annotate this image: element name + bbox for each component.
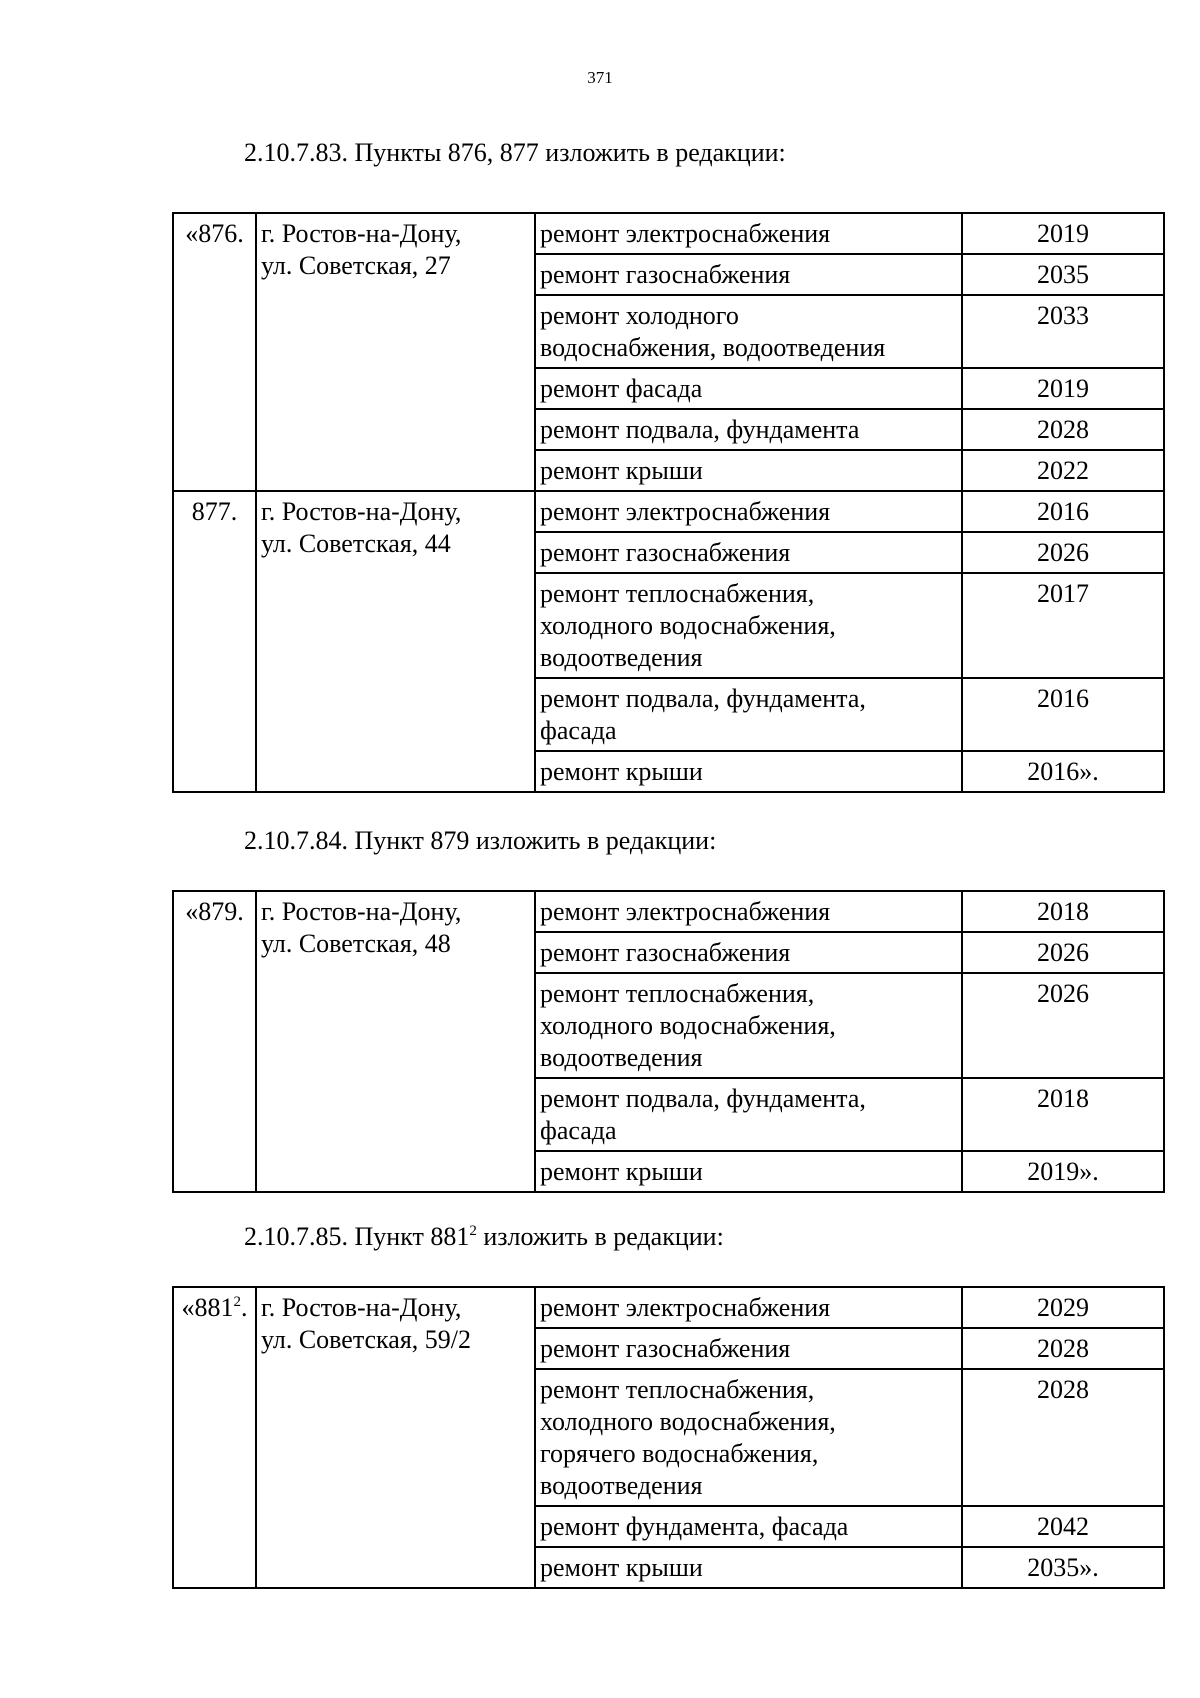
- table-clause-85: [172, 1286, 1165, 1589]
- entry-address: г. Ростов-на-Дону, ул. Советская, 59/2: [256, 1287, 535, 1588]
- table-row: [173, 213, 1164, 254]
- clause-superscript: 2: [469, 1223, 477, 1239]
- entry-number: [173, 1287, 256, 1588]
- clause-text: изложить в редакции:: [476, 1222, 724, 1251]
- clause-2-10-7-85: [244, 1222, 724, 1252]
- clause-2-10-7-83: 2.10.7.83. Пункты 876, 877 изложить в редакции:: [244, 138, 786, 167]
- entry-number-text: «881: [181, 1293, 234, 1322]
- entry-address: г. Ростов-на-Дону, ул. Советская, 27: [256, 213, 535, 491]
- work-year: 2029: [962, 1287, 1164, 1328]
- entry-number: 877.: [173, 491, 256, 792]
- entry-number-dot: .: [241, 1293, 248, 1322]
- work-year: 2026: [962, 932, 1164, 973]
- clause-2-10-7-84: 2.10.7.84. Пункт 879 изложить в редакции:: [244, 826, 717, 855]
- work-type: ремонт теплоснабжения, холодного водоснабжения, водоотведения: [535, 973, 962, 1078]
- work-type: ремонт электроснабжения: [535, 1287, 962, 1328]
- work-year: 2018: [962, 1078, 1164, 1151]
- work-year: 2016: [962, 678, 1164, 751]
- page-number: 371: [587, 68, 613, 87]
- entry-number-superscript: 2: [233, 1294, 241, 1310]
- work-year: 2016».: [962, 751, 1164, 792]
- work-year: 2042: [962, 1506, 1164, 1547]
- entry-number: «879.: [173, 891, 256, 1192]
- work-type: ремонт крыши: [535, 751, 962, 792]
- table-row: [173, 491, 1164, 532]
- work-type: ремонт электроснабжения: [535, 213, 962, 254]
- work-year: 2028: [962, 1328, 1164, 1369]
- entry-address: г. Ростов-на-Дону, ул. Советская, 44: [256, 491, 535, 792]
- work-type: ремонт электроснабжения: [535, 891, 962, 932]
- work-type: ремонт крыши: [535, 450, 962, 491]
- work-year: 2028: [962, 1369, 1164, 1506]
- work-year: 2026: [962, 973, 1164, 1078]
- work-year: 2026: [962, 532, 1164, 573]
- entry-address: г. Ростов-на-Дону, ул. Советская, 48: [256, 891, 535, 1192]
- table-row: [173, 1287, 1164, 1328]
- work-type: ремонт электроснабжения: [535, 491, 962, 532]
- work-type: ремонт фундамента, фасада: [535, 1506, 962, 1547]
- clause-text: 2.10.7.85. Пункт 881: [244, 1222, 470, 1251]
- work-year: 2033: [962, 295, 1164, 368]
- work-year: 2028: [962, 409, 1164, 450]
- work-type: ремонт газоснабжения: [535, 932, 962, 973]
- work-year: 2019: [962, 213, 1164, 254]
- work-type: ремонт теплоснабжения, холодного водоснабжения, горячего водоснабжения, водоотведения: [535, 1369, 962, 1506]
- work-type: ремонт газоснабжения: [535, 532, 962, 573]
- work-type: ремонт газоснабжения: [535, 1328, 962, 1369]
- table-clause-83: [172, 212, 1165, 793]
- work-type: ремонт холодного водоснабжения, водоотведения: [535, 295, 962, 368]
- table-clause-84: [172, 890, 1165, 1193]
- table-row: [173, 891, 1164, 932]
- work-year: 2022: [962, 450, 1164, 491]
- work-type: ремонт подвала, фундамента, фасада: [535, 678, 962, 751]
- work-type: ремонт теплоснабжения, холодного водоснабжения, водоотведения: [535, 573, 962, 678]
- work-year: 2019: [962, 368, 1164, 409]
- work-year: 2019».: [962, 1151, 1164, 1192]
- work-year: 2018: [962, 891, 1164, 932]
- work-year: 2035».: [962, 1547, 1164, 1588]
- work-type: ремонт фасада: [535, 368, 962, 409]
- work-type: ремонт подвала, фундамента, фасада: [535, 1078, 962, 1151]
- work-type: ремонт газоснабжения: [535, 254, 962, 295]
- work-type: ремонт подвала, фундамента: [535, 409, 962, 450]
- work-type: ремонт крыши: [535, 1151, 962, 1192]
- work-year: 2017: [962, 573, 1164, 678]
- work-year: 2016: [962, 491, 1164, 532]
- work-year: 2035: [962, 254, 1164, 295]
- entry-number: «876.: [173, 213, 256, 491]
- work-type: ремонт крыши: [535, 1547, 962, 1588]
